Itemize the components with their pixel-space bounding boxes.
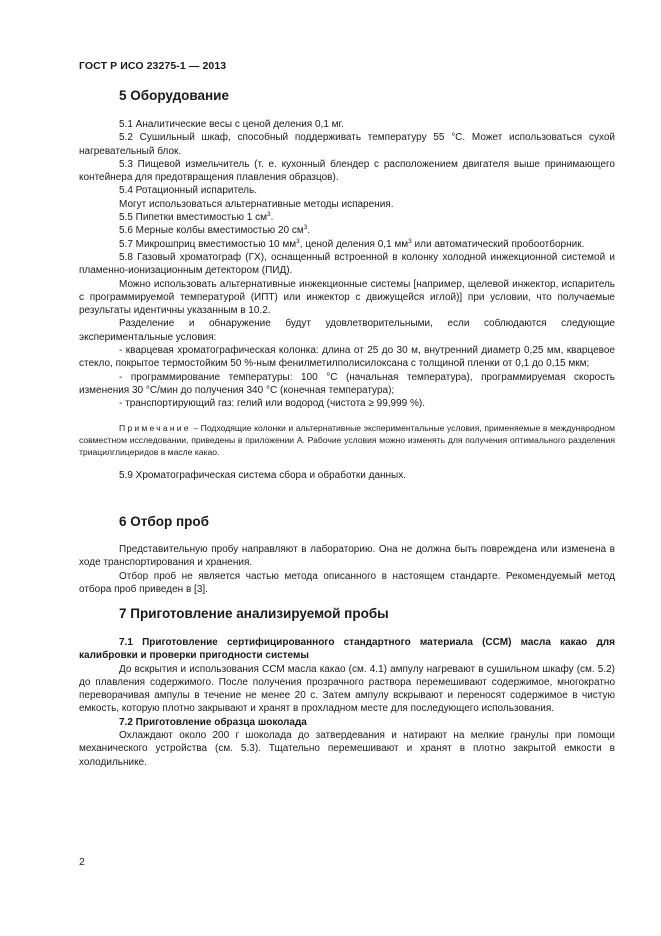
note-text: – Подходящие колонки и альтернативные экспериментальные условия, применяемые в международном совместном исследовании, приведены в приложении А. Рабочие условия можно изменять для получения оптимального разделения триацилглицеридов в масле какао. xyxy=(79,422,615,457)
condition-column: - кварцевая хроматографическая колонка: длина от 25 до 30 м, внутренний диаметр 0,25 мм, кварцевое стекло, покрытое термостойким 50 %-ным фенилметилполисилоксана с толщиной пленки от 0,1 до 0,15 мкм; xyxy=(79,345,615,370)
condition-carrier-gas: - транспортирующий газ: гелий или водород (чистота ≥ 99,999 %). xyxy=(119,398,426,410)
document-header: ГОСТ Р ИСО 23275-1 — 2013 xyxy=(79,60,227,72)
section-6-body xyxy=(79,543,615,596)
note xyxy=(79,422,615,458)
para-6-2: Отбор проб не является частью метода описанного в настоящем стандарте. Рекомендуемый метод отбора проб приведен в [3]. xyxy=(79,570,615,595)
para-5-9: 5.9 Хроматографическая система сбора и обработки данных. xyxy=(119,469,407,481)
para-5-1: 5.1 Аналитические весы с ценой деления 0,1 мг. xyxy=(119,119,344,130)
para-5-3: 5.3 Пищевой измельчитель (т. е. кухонный блендер с расположением двигателя выше принимающего контейнера для предотвращения плавления образцов). xyxy=(79,158,615,184)
para-6-1: Представительную пробу направляют в лабораторию. Она не должна быть повреждена или изменена в ходе транспортирования и хранения. xyxy=(79,544,615,569)
section-5-body xyxy=(79,118,615,482)
page-number: 2 xyxy=(79,856,85,868)
para-5-4-note: Могут использоваться альтернативные методы испарения. xyxy=(119,198,394,210)
superscript: 3 xyxy=(296,237,300,245)
superscript: 3 xyxy=(303,224,308,232)
subsection-7-2-title: 7.2 Приготовление образца шоколада xyxy=(119,716,307,728)
section-7-body xyxy=(79,636,615,769)
para-5-8: 5.8 Газовый хроматограф (ГХ), оснащенный встроенной в колонку холодной инжекционной системой и пламенно-ионизационным детектором (ПИД). xyxy=(79,251,615,277)
condition-temperature: - программирование температуры: 100 °С (начальная температура), программируемая скорость изменения 30 °С/мин до получения 340 °С (конечная температура); xyxy=(79,371,615,396)
para-7-1: До вскрытия и использования ССМ масла какао (см. 4.1) ампулу нагревают в сушильном шкафу (см. 5.2) до плавления содержимого. После получения прозрачного раствора перемешивают содержимое, многократно переворачивая ампулы в течение не менее 20 с. Затем ампулу вскрывают и переносят содержимое в чистую емкость, которую плотно закрывают и хранят в прохладном месте для последующего использования. xyxy=(79,663,615,715)
superscript: 3 xyxy=(408,237,412,245)
para-5-5-text: 5.5 Пипетки вместимостью 1 см xyxy=(119,212,267,224)
para-5-5: 5.5 Пипетки вместимостью 1 $см^3$. xyxy=(119,211,274,224)
para-5-8-conditions: Разделение и обнаружение будут удовлетворительными, если соблюдаются следующие экспериментальные условия: xyxy=(79,318,615,343)
para-7-2: Охлаждают около 200 г шоколада до затвердевания и натирают на мелкие гранулы при помощи механического устройства (см. 5.3). Тщательно перемешивают и хранят в плотно закрытой емкости в холодильнике. xyxy=(79,730,615,768)
para-5-6: 5.6 Мерные колбы вместимостью 20 $см^3$. xyxy=(119,224,311,237)
section-5-title: 5 Оборудование xyxy=(119,88,229,103)
para-5-8-alt: Можно использовать альтернативные инжекционные системы [например, щелевой инжектор, испаритель с программируемой температурой (ИПТ) или инжектор с движущейся иглой)] при условии, что получаемые результаты идентичны указанным в 10.2. xyxy=(79,278,615,317)
para-5-2: 5.2 Сушильный шкаф, способный поддерживать температуру 55 °С. Может использоваться сухой нагревательный блок. xyxy=(79,132,615,157)
section-6-title: 6 Отбор проб xyxy=(119,514,209,529)
para-5-7: 5.7 Микрошприц вместимостью 10 $мм^3$, ценой деления 0,1 $мм^3$ или автоматический пробоотборник. xyxy=(119,237,585,250)
note-label: Примечание xyxy=(119,422,191,433)
para-5-6-text: 5.6 Мерные колбы вместимостью 20 см xyxy=(119,225,304,237)
para-5-4: 5.4 Ротационный испаритель. xyxy=(119,185,257,197)
superscript: 3 xyxy=(266,211,271,219)
subsection-7-1-title: 7.1 Приготовление сертифицированного стандартного материала (ССМ) масла какао для калибровки и проверки пригодности системы xyxy=(79,637,615,662)
section-7-title: 7 Приготовление анализируемой пробы xyxy=(119,606,389,621)
